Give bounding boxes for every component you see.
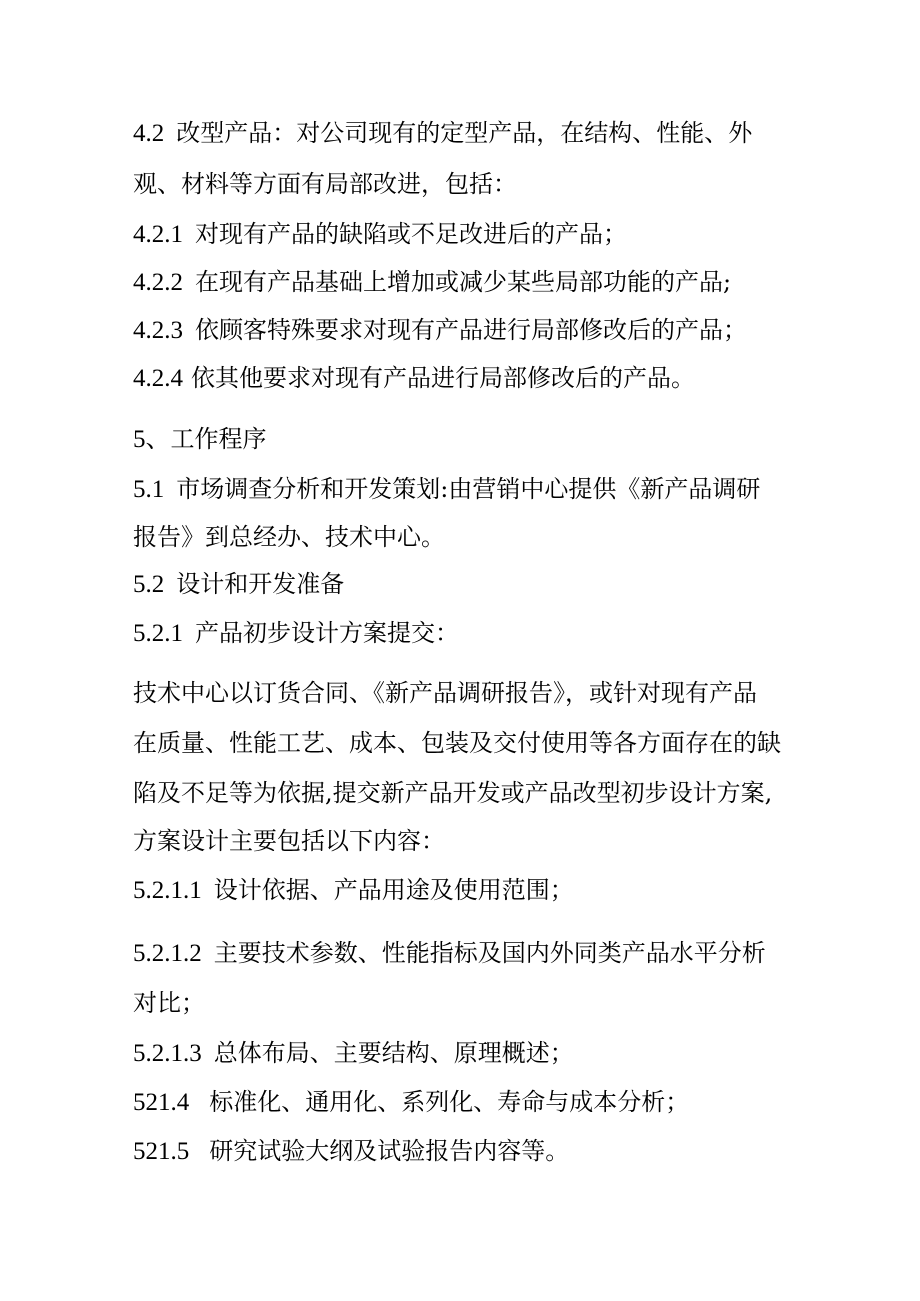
section-number: 5.2.1 — [133, 620, 183, 647]
line-text: 研究试验大纲及试验报告内容等。 — [209, 1137, 570, 1165]
item-5-2-1-2-line-2 — [133, 987, 813, 1019]
section-number: 521.4 — [133, 1089, 190, 1116]
section-number: 5.2.1.1 — [133, 877, 202, 904]
line-text: 观、材料等方面有局部改进，包括： — [133, 170, 517, 198]
section-number: 5.2 — [133, 571, 165, 598]
line-text: 工作程序 — [170, 425, 267, 453]
para-5-1-line-1 — [133, 473, 813, 505]
line-text: 陷及不足等为依据,提交新产品开发或产品改型初步设计方案, — [133, 779, 773, 807]
line-text: 报告》到总经办、技术中心。 — [133, 523, 445, 551]
para-5-1-line-2 — [133, 521, 813, 553]
line-text: 依其他要求对现有产品进行局部修改后的产品。 — [191, 364, 695, 392]
heading-5-2-1 — [133, 617, 813, 649]
item-5-2-1-2-line-1 — [133, 937, 813, 969]
line-text: 改型产品：对公司现有的定型产品，在结构、性能、外 — [176, 119, 753, 147]
body-para-line-3 — [133, 777, 813, 809]
section-number: 4.2.1 — [133, 221, 183, 248]
line-text: 市场调查分析和开发策划:由营销中心提供《新产品调研 — [176, 475, 761, 503]
item-5-2-1-3 — [133, 1037, 813, 1069]
line-text: 主要技术参数、性能指标及国内外同类产品水平分析 — [213, 939, 766, 967]
item-521-4 — [133, 1086, 813, 1118]
heading-5 — [133, 423, 813, 455]
body-para-line-4 — [133, 825, 813, 857]
section-number: 4.2.4 — [133, 365, 183, 392]
section-number: 4.2.2 — [133, 269, 183, 296]
heading-5-2 — [133, 568, 813, 600]
section-number: 5.2.1.2 — [133, 940, 202, 967]
line-text: 设计依据、产品用途及使用范围； — [213, 876, 574, 904]
item-4-2-1 — [133, 218, 813, 250]
line-text: 产品初步设计方案提交： — [195, 619, 459, 647]
section-number: 4.2 — [133, 120, 165, 147]
section-number: 5、 — [133, 426, 171, 453]
section-number: 5.1 — [133, 476, 165, 503]
line-text: 对现有产品的缺陷或不足改进后的产品； — [195, 220, 627, 248]
body-para-line-2 — [133, 727, 813, 759]
line-text: 技术中心以订货合同、《新产品调研报告》，或针对现有产品 — [133, 679, 757, 707]
body-para-line-1 — [133, 677, 813, 709]
line-text: 依顾客特殊要求对现有产品进行局部修改后的产品； — [195, 316, 747, 344]
item-4-2-2 — [133, 266, 813, 298]
line-text: 对比； — [133, 989, 205, 1017]
item-4-2-4 — [133, 362, 813, 394]
section-number: 521.5 — [133, 1138, 190, 1165]
line-text: 标准化、通用化、系列化、寿命与成本分析； — [209, 1088, 690, 1116]
line-text: 设计和开发准备 — [176, 570, 345, 598]
para-4-2-line-2 — [133, 168, 813, 200]
section-number: 4.2.3 — [133, 317, 183, 344]
line-text: 总体布局、主要结构、原理概述； — [213, 1039, 574, 1067]
item-4-2-3 — [133, 314, 813, 346]
line-text: 在现有产品基础上增加或减少某些局部功能的产品; — [195, 268, 732, 296]
section-number: 5.2.1.3 — [133, 1040, 202, 1067]
item-5-2-1-1 — [133, 874, 813, 906]
line-text: 在质量、性能工艺、成本、包装及交付使用等各方面存在的缺 — [133, 729, 781, 757]
item-521-5 — [133, 1135, 813, 1167]
line-text: 方案设计主要包括以下内容： — [133, 827, 445, 855]
para-4-2-line-1 — [133, 117, 813, 149]
